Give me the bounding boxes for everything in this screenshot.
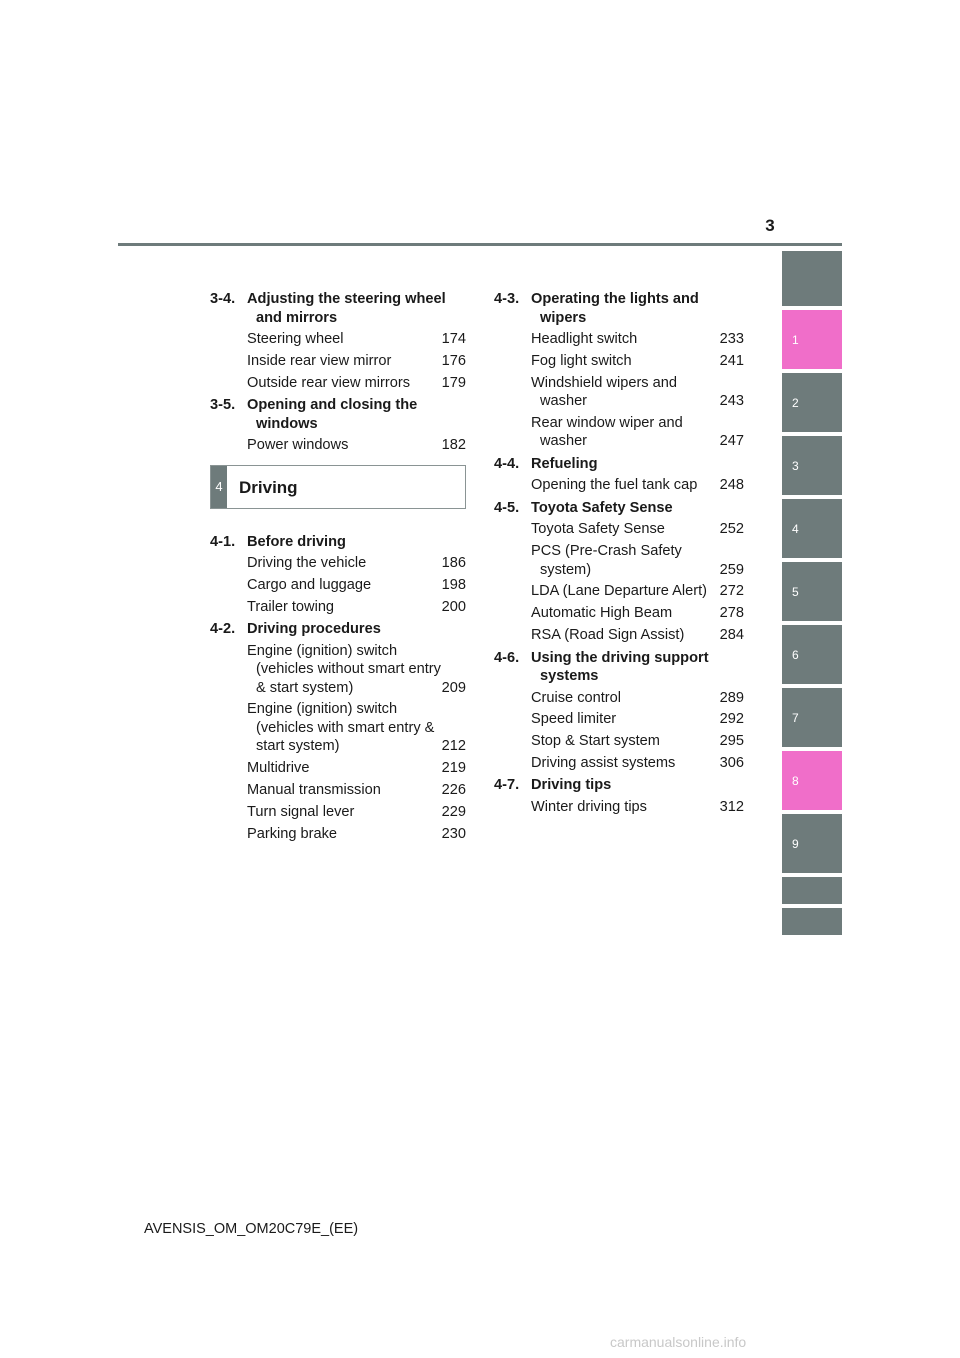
toc-section-number: 4-7. — [494, 777, 520, 794]
toc-entry-title: Cargo and luggage — [247, 576, 372, 593]
toc-entry[interactable] — [531, 374, 744, 411]
chapter-tab[interactable] — [782, 751, 842, 810]
toc-section-heading[interactable] — [210, 533, 466, 552]
toc-entry-title: Multidrive — [247, 760, 310, 777]
toc-entry-title: Opening the fuel tank cap — [531, 477, 698, 494]
toc-entry-page: 292 — [719, 711, 744, 728]
page-number: 3 — [765, 216, 775, 235]
toc-entry-page: 241 — [719, 352, 744, 369]
toc-entry-title: Rear window wiper and washer — [531, 414, 683, 450]
toc-entry-page: 243 — [719, 393, 744, 410]
toc-entry-title: Stop & Start system — [531, 733, 660, 750]
chapter-heading — [210, 465, 466, 509]
toc-entry-page: 312 — [719, 798, 744, 815]
toc-entry-title: Manual transmission — [247, 782, 381, 799]
chapter-tab[interactable] — [782, 436, 842, 495]
chapter-tab-label: 8 — [792, 773, 799, 788]
chapter-tab-label: 4 — [792, 521, 799, 536]
toc-entry-page: 209 — [441, 679, 466, 696]
toc-entry[interactable] — [247, 352, 466, 371]
toc-entry-page: 200 — [441, 598, 466, 615]
toc-section — [494, 776, 744, 816]
toc-entry[interactable] — [531, 476, 744, 495]
toc-entry[interactable] — [247, 642, 466, 698]
toc-entry[interactable] — [531, 414, 744, 451]
toc-entry-page: 229 — [441, 803, 466, 820]
toc-section-title: Toyota Safety Sense — [531, 499, 673, 516]
toc-entry[interactable] — [531, 710, 744, 729]
chapter-tab[interactable] — [782, 814, 842, 873]
toc-entry-page: 198 — [441, 576, 466, 593]
toc-entry-page: 247 — [719, 433, 744, 450]
toc-entry[interactable] — [531, 626, 744, 645]
toc-entry-page: 233 — [719, 331, 744, 347]
toc-entry-title: PCS (Pre-Crash Safety system) — [531, 543, 682, 578]
toc-entry[interactable] — [531, 542, 744, 579]
toc-entry-title: Speed limiter — [531, 711, 617, 728]
toc-entry-title: Parking brake — [247, 825, 338, 842]
toc-section-heading[interactable] — [210, 396, 466, 433]
toc-section-heading[interactable] — [494, 499, 744, 518]
toc-entry-title: Driving the vehicle — [247, 555, 367, 572]
toc-entry-title: Power windows — [247, 437, 349, 454]
toc-section — [494, 455, 744, 495]
toc-entry-page: 174 — [441, 331, 466, 347]
chapter-tab[interactable] — [782, 499, 842, 558]
toc-section — [210, 396, 466, 455]
toc-entry-title: RSA (Road Sign Assist) — [531, 627, 685, 644]
chapter-title: Driving — [239, 477, 298, 497]
toc-section-title: Refueling — [531, 455, 598, 472]
toc-section-number: 4-4. — [494, 455, 520, 472]
toc-entry[interactable] — [247, 759, 466, 778]
toc-section-number: 4-5. — [494, 499, 520, 516]
toc-entry-page: 176 — [441, 352, 466, 369]
toc-section-title: Operating the lights and wipers — [531, 291, 699, 326]
toc-entry-title: Trailer towing — [247, 598, 335, 615]
toc-section-title: Using the driving support systems — [531, 649, 709, 685]
chapter-tab-label: 6 — [792, 647, 799, 662]
toc-entry-page: 306 — [719, 754, 744, 771]
toc-entry[interactable] — [247, 436, 466, 455]
toc-entry-page: 212 — [441, 738, 466, 755]
toc-entry[interactable] — [247, 576, 466, 595]
toc-entry-page: 284 — [719, 627, 744, 644]
toc-entry-page: 179 — [441, 374, 466, 391]
toc-section-heading[interactable] — [494, 776, 744, 795]
toc-entry-title: LDA (Lane Departure Alert) — [531, 583, 708, 600]
toc-entry[interactable] — [247, 598, 466, 617]
footer-code: AVENSIS_OM_OM20C79E_(EE) — [144, 1221, 359, 1237]
toc-section — [210, 533, 466, 617]
toc-section — [494, 649, 744, 773]
toc-entry-title: Driving assist systems — [531, 754, 676, 771]
chapter-tab-label: 7 — [792, 710, 799, 725]
toc-section-heading[interactable] — [494, 649, 744, 686]
toc-entry-title: Turn signal lever — [247, 803, 355, 820]
toc-left-groups — [210, 290, 466, 455]
toc-section — [494, 499, 744, 645]
chapter-tab[interactable] — [782, 688, 842, 747]
chapter-tab-label: 2 — [792, 395, 799, 410]
toc-entry[interactable] — [531, 604, 744, 623]
toc-entry[interactable] — [531, 520, 744, 539]
toc-section-heading[interactable] — [210, 620, 466, 639]
toc-section-number: 4-3. — [494, 291, 520, 307]
toc-entry-page: 278 — [719, 605, 744, 622]
toc-entry-title: Toyota Safety Sense — [531, 521, 665, 538]
chapter-tab-label: 1 — [792, 332, 799, 347]
toc-entry[interactable] — [247, 700, 466, 756]
toc-entry-page: 272 — [719, 583, 744, 600]
toc-entry-title: Steering wheel — [247, 331, 344, 347]
toc-entry[interactable] — [247, 781, 466, 800]
toc-section-title: Before driving — [247, 533, 346, 550]
toc-right-column — [494, 286, 744, 820]
toc-section-number: 4-6. — [494, 649, 520, 666]
toc-entry-page: 226 — [441, 782, 466, 799]
toc-entry-title: Headlight switch — [531, 331, 638, 347]
toc-entry[interactable] — [531, 689, 744, 708]
toc-section-number: 3-4. — [210, 291, 236, 307]
toc-section-heading[interactable] — [210, 290, 466, 327]
toc-left-column — [210, 286, 466, 846]
toc-section-title: Driving procedures — [247, 621, 381, 638]
toc-entry[interactable] — [247, 330, 466, 349]
toc-entry-title: Automatic High Beam — [531, 605, 673, 622]
header-rule — [118, 243, 842, 246]
toc-section-heading[interactable] — [494, 290, 744, 327]
toc-section — [210, 290, 466, 392]
chapter-tab-label: 5 — [792, 584, 799, 599]
chapter-tab[interactable] — [782, 251, 842, 306]
chapter-tab[interactable] — [782, 908, 842, 935]
toc-section-title: Driving tips — [531, 777, 612, 794]
chapter-tab[interactable] — [782, 373, 842, 432]
toc-section-title: Adjusting the steering wheel and mirrors — [247, 291, 446, 326]
toc-entry[interactable] — [531, 330, 744, 349]
toc-entry[interactable] — [531, 732, 744, 751]
toc-section-number: 4-2. — [210, 621, 236, 638]
toc-entry-title: Windshield wipers and washer — [531, 374, 678, 410]
toc-entry-page: 252 — [719, 521, 744, 538]
chapter-tab[interactable] — [782, 562, 842, 621]
toc-entry-title: Fog light switch — [531, 352, 632, 369]
toc-entry-title: Cruise control — [531, 689, 622, 706]
toc-entry-page: 289 — [719, 689, 744, 706]
toc-section-number: 4-1. — [210, 533, 236, 550]
toc-entry-title: Inside rear view mirror — [247, 352, 392, 369]
watermark: carmanualsonline.info — [610, 1334, 747, 1350]
toc-entry[interactable] — [531, 754, 744, 773]
toc-section-heading[interactable] — [494, 455, 744, 474]
toc-entry[interactable] — [247, 374, 466, 393]
toc-entry-page: 230 — [441, 825, 466, 842]
chapter-tab[interactable] — [782, 625, 842, 684]
toc-entry-page: 248 — [719, 477, 744, 494]
toc-entry-page: 182 — [441, 437, 466, 454]
toc-entry-page: 186 — [441, 555, 466, 572]
toc-entry-page: 259 — [719, 561, 744, 578]
toc-entry-page: 295 — [719, 733, 744, 750]
toc-entry-page: 219 — [441, 760, 466, 777]
chapter-tab-label: 9 — [792, 836, 799, 851]
toc-section-title: Opening and closing the windows — [247, 397, 418, 432]
toc-right-groups — [494, 290, 744, 816]
toc-section — [494, 290, 744, 451]
toc-section-number: 3-5. — [210, 397, 236, 414]
toc-entry[interactable] — [531, 798, 744, 817]
toc-entry[interactable] — [247, 803, 466, 822]
toc-left-groups-after — [210, 533, 466, 844]
toc-entry-title: Engine (ignition) switch (vehicles with smart entry & start system) — [247, 701, 435, 755]
toc-entry[interactable] — [531, 352, 744, 371]
toc-entry-title: Engine (ignition) switch (vehicles without smart entry & start system) — [247, 642, 441, 696]
chapter-side-tabs — [782, 251, 842, 939]
chapter-tab-label: 3 — [792, 458, 799, 473]
toc-entry[interactable] — [247, 554, 466, 573]
toc-entry-title: Winter driving tips — [531, 798, 647, 815]
chapter-tab[interactable] — [782, 310, 842, 369]
chapter-tab[interactable] — [782, 877, 842, 904]
toc-entry[interactable] — [247, 825, 466, 844]
toc-entry[interactable] — [531, 582, 744, 601]
toc-section — [210, 620, 466, 843]
toc-entry-title: Outside rear view mirrors — [247, 374, 410, 391]
chapter-number: 4 — [211, 466, 227, 508]
